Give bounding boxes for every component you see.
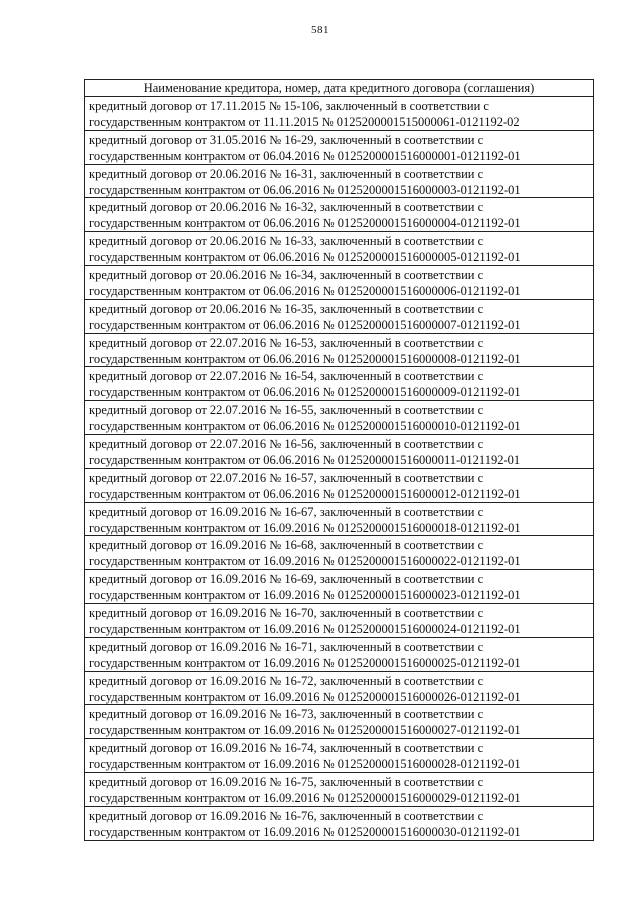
table-row <box>85 232 593 266</box>
row-line-agreement: кредитный договор от 16.09.2016 № 16-70, заключенный в соответствии с <box>89 605 484 620</box>
row-line-agreement: кредитный договор от 16.09.2016 № 16-76, заключенный в соответствии с <box>89 808 484 823</box>
table-row <box>85 367 593 401</box>
row-line-contract: государственным контрактом от 06.06.2016 № 0125200001516000006-0121192-01 <box>89 283 521 298</box>
table-row <box>85 401 593 435</box>
row-line-agreement: кредитный договор от 22.07.2016 № 16-56, заключенный в соответствии с <box>89 436 484 451</box>
row-line-agreement: кредитный договор от 20.06.2016 № 16-34, заключенный в соответствии с <box>89 267 484 282</box>
row-line-contract: государственным контрактом от 16.09.2016 № 0125200001516000026-0121192-01 <box>89 689 521 704</box>
row-line-contract: государственным контрактом от 06.06.2016 № 0125200001516000005-0121192-01 <box>89 250 521 265</box>
row-line-contract: государственным контрактом от 16.09.2016 № 0125200001516000028-0121192-01 <box>89 757 521 772</box>
row-line-contract: государственным контрактом от 16.09.2016 № 0125200001516000030-0121192-01 <box>89 824 521 839</box>
row-line-contract: государственным контрактом от 06.06.2016 № 0125200001516000012-0121192-01 <box>89 486 521 501</box>
row-line-agreement: кредитный договор от 16.09.2016 № 16-71, заключенный в соответствии с <box>89 639 484 654</box>
row-line-contract: государственным контрактом от 16.09.2016 № 0125200001516000024-0121192-01 <box>89 621 521 636</box>
table-header: Наименование кредитора, номер, дата кредитного договора (соглашения) <box>85 80 593 97</box>
table-row <box>85 165 593 199</box>
table-row <box>85 503 593 537</box>
table-row <box>85 638 593 672</box>
table-row <box>85 773 593 807</box>
row-line-agreement: кредитный договор от 16.09.2016 № 16-72, заключенный в соответствии с <box>89 673 484 688</box>
row-line-contract: государственным контрактом от 16.09.2016 № 0125200001516000029-0121192-01 <box>89 790 521 805</box>
row-line-agreement: кредитный договор от 22.07.2016 № 16-54, заключенный в соответствии с <box>89 369 484 384</box>
row-line-agreement: кредитный договор от 31.05.2016 № 16-29, заключенный в соответствии с <box>89 132 484 147</box>
row-line-contract: государственным контрактом от 06.04.2016 № 0125200001516000001-0121192-01 <box>89 148 521 163</box>
table-row <box>85 570 593 604</box>
row-line-contract: государственным контрактом от 16.09.2016 № 0125200001516000022-0121192-01 <box>89 554 521 569</box>
table-row <box>85 435 593 469</box>
row-line-agreement: кредитный договор от 16.09.2016 № 16-67, заключенный в соответствии с <box>89 504 484 519</box>
credit-agreements-table <box>84 79 594 841</box>
table-row <box>85 131 593 165</box>
row-line-agreement: кредитный договор от 20.06.2016 № 16-33, заключенный в соответствии с <box>89 234 484 249</box>
row-line-agreement: кредитный договор от 22.07.2016 № 16-57, заключенный в соответствии с <box>89 470 484 485</box>
row-line-contract: государственным контрактом от 06.06.2016 № 0125200001516000010-0121192-01 <box>89 419 521 434</box>
table-row <box>85 198 593 232</box>
row-line-agreement: кредитный договор от 22.07.2016 № 16-53, заключенный в соответствии с <box>89 335 484 350</box>
table-row <box>85 97 593 131</box>
table-row <box>85 739 593 773</box>
row-line-agreement: кредитный договор от 16.09.2016 № 16-73, заключенный в соответствии с <box>89 707 484 722</box>
table-row <box>85 334 593 368</box>
row-line-contract: государственным контрактом от 16.09.2016 № 0125200001516000018-0121192-01 <box>89 520 521 535</box>
table-row <box>85 300 593 334</box>
row-line-contract: государственным контрактом от 06.06.2016 № 0125200001516000003-0121192-01 <box>89 182 521 197</box>
table-body <box>85 97 593 841</box>
row-line-agreement: кредитный договор от 20.06.2016 № 16-31, заключенный в соответствии с <box>89 166 484 181</box>
table-row <box>85 705 593 739</box>
row-line-agreement: кредитный договор от 20.06.2016 № 16-32, заключенный в соответствии с <box>89 200 484 215</box>
row-line-agreement: кредитный договор от 22.07.2016 № 16-55, заключенный в соответствии с <box>89 403 484 418</box>
row-line-agreement: кредитный договор от 16.09.2016 № 16-74, заключенный в соответствии с <box>89 741 484 756</box>
table-row <box>85 536 593 570</box>
row-line-contract: государственным контрактом от 06.06.2016 № 0125200001516000004-0121192-01 <box>89 216 521 231</box>
row-line-contract: государственным контрактом от 06.06.2016 № 0125200001516000007-0121192-01 <box>89 317 521 332</box>
row-line-contract: государственным контрактом от 16.09.2016 № 0125200001516000023-0121192-01 <box>89 588 521 603</box>
table-row <box>85 807 593 841</box>
row-line-contract: государственным контрактом от 06.06.2016 № 0125200001516000011-0121192-01 <box>89 452 521 467</box>
table-row <box>85 469 593 503</box>
table-row <box>85 266 593 300</box>
row-line-agreement: кредитный договор от 20.06.2016 № 16-35, заключенный в соответствии с <box>89 301 484 316</box>
row-line-agreement: кредитный договор от 16.09.2016 № 16-68, заключенный в соответствии с <box>89 538 484 553</box>
table-row <box>85 672 593 706</box>
page-number: 581 <box>311 24 329 36</box>
table-row <box>85 604 593 638</box>
row-line-contract: государственным контрактом от 06.06.2016 № 0125200001516000009-0121192-01 <box>89 385 521 400</box>
row-line-contract: государственным контрактом от 11.11.2015 № 0125200001515000061-0121192-02 <box>89 115 520 129</box>
row-line-contract: государственным контрактом от 16.09.2016 № 0125200001516000025-0121192-01 <box>89 655 521 670</box>
row-line-agreement: кредитный договор от 16.09.2016 № 16-75, заключенный в соответствии с <box>89 774 484 789</box>
row-line-contract: государственным контрактом от 16.09.2016 № 0125200001516000027-0121192-01 <box>89 723 521 738</box>
row-line-agreement: кредитный договор от 16.09.2016 № 16-69, заключенный в соответствии с <box>89 572 484 587</box>
row-line-contract: государственным контрактом от 06.06.2016 № 0125200001516000008-0121192-01 <box>89 351 521 366</box>
row-line-agreement: кредитный договор от 17.11.2015 № 15-106, заключенный в соответствии с <box>89 99 489 113</box>
